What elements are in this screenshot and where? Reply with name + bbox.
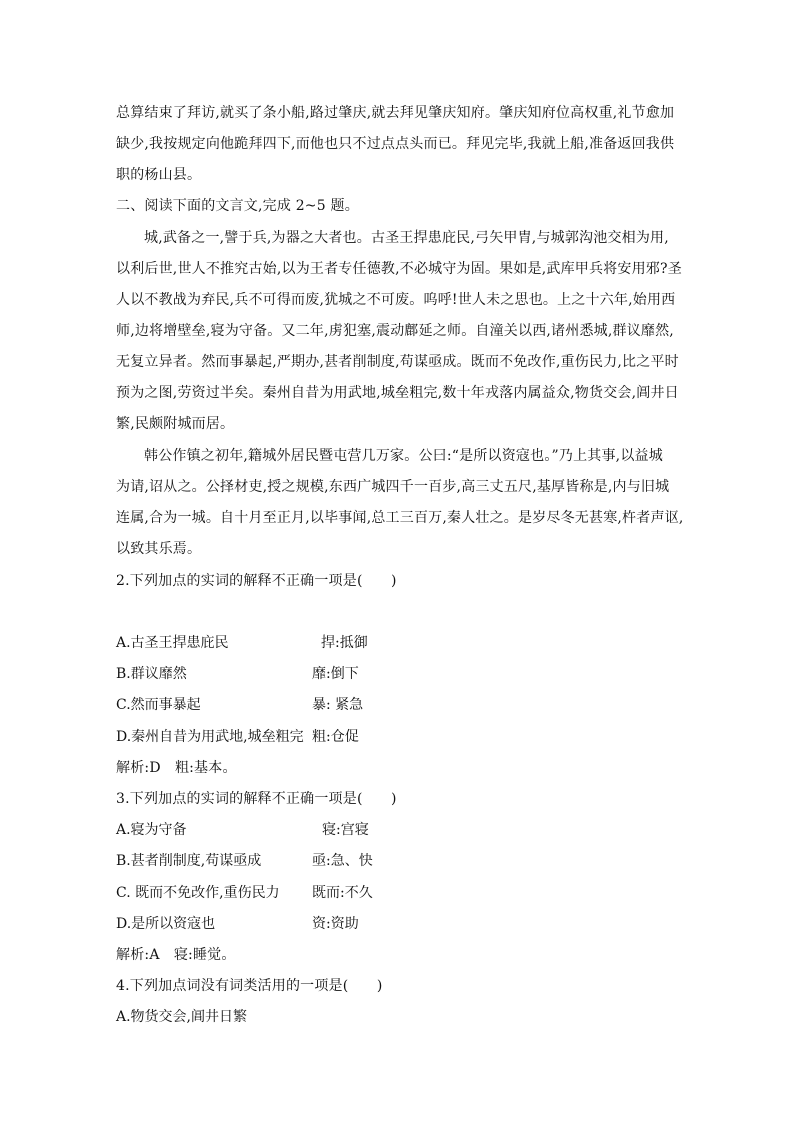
option-gloss: 捍:抵御 (321, 635, 368, 651)
option-text: A.寝为守备 (116, 822, 187, 838)
question-stem: 3.下列加点的实词的解释不正确一项是( ) (116, 791, 397, 807)
option-gloss: 寝:宫寝 (322, 822, 369, 838)
option-text: B.甚者削制度,苟谋亟成 (116, 853, 262, 869)
option-gloss: 资:资助 (312, 916, 359, 932)
option-text: D.是所以资寇也 (116, 916, 216, 932)
question-stem: 2.下列加点的实词的解释不正确一项是( ) (116, 573, 397, 589)
answer-analysis: 解析:D 粗:基本。 (116, 760, 237, 776)
answer-analysis: 解析:A 寝:睡觉。 (116, 947, 236, 963)
question-stem: 4.下列加点词没有词类活用的一项是( ) (116, 978, 383, 994)
text-line: 以利后世,世人不推究古始,以为王者专任德教,不必城守为固。果如是,武库甲兵将安用邪?圣 (116, 261, 682, 277)
option-text: C. 既而不免改作,重伤民力 (116, 885, 280, 901)
text-line: 总算结束了拜访,就买了条小船,路过肇庆,就去拜见肇庆知府。肇庆知府位高权重,礼节愈加 (116, 105, 675, 121)
text-line: 城,武备之一,譬于兵,为器之大者也。古圣王捍患庇民,弓矢甲胄,与城郭沟池交相为用, (144, 230, 669, 246)
section-heading: 二、阅读下面的文言文,完成 2~5 题。 (116, 198, 359, 214)
option-gloss: 暴: 紧急 (312, 697, 364, 713)
option-gloss: 既而:不久 (312, 885, 373, 901)
text-line: 繁,民颇附城而居。 (116, 416, 235, 432)
text-line: 职的杨山县。 (116, 167, 202, 183)
text-line: 人以不教战为弃民,兵不可得而废,犹城之不可废。呜呼!世人未之思也。上之十六年,始用西 (116, 292, 676, 308)
option-text: C.然而事暴起 (116, 697, 201, 713)
option-gloss: 靡:倒下 (312, 666, 359, 682)
text-line: 无复立异者。然而事暴起,严期办,甚者削制度,苟谋亟成。既而不免改作,重伤民力,比之平时 (116, 354, 679, 370)
option-text: A.物货交会,阊井日繁 (116, 1009, 248, 1025)
option-text: B.群议靡然 (116, 666, 187, 682)
text-line: 缺少,我按规定向他跪拜四下,而他也只不过点点头而已。拜见完毕,我就上船,准备返回我供 (116, 136, 675, 152)
text-line: 预为之图,劳资过半矣。秦州自昔为用武地,城垒粗完,数十年戎落内属益众,物货交会,阊井日 (116, 385, 679, 401)
option-text: A.古圣王捍患庇民 (116, 635, 229, 651)
option-text: D.秦州自昔为用武地,城垒粗完 (116, 729, 304, 745)
text-line: 韩公作镇之初年,籍城外居民暨屯营几万家。公曰:“是所以资寇也。”乃上其事,以益城 (144, 448, 663, 464)
option-gloss: 亟:急、快 (312, 853, 373, 869)
option-gloss: 粗:仓促 (312, 729, 359, 745)
text-line: 为请,诏从之。公择材吏,授之规模,东西广城四千一百步,高三丈五尺,基厚皆称是,内与旧城 (116, 479, 670, 495)
text-line: 师,边将增壁垒,寝为守备。又二年,虏犯塞,震动鄜延之师。自潼关以西,诸州悉城,群议靡然, (116, 323, 674, 339)
text-line: 连属,合为一城。自十月至正月,以毕事闻,总工三百万,秦人壮之。是岁尽冬无甚寒,杵者声讴, (116, 510, 684, 526)
text-line: 以致其乐焉。 (116, 541, 202, 557)
